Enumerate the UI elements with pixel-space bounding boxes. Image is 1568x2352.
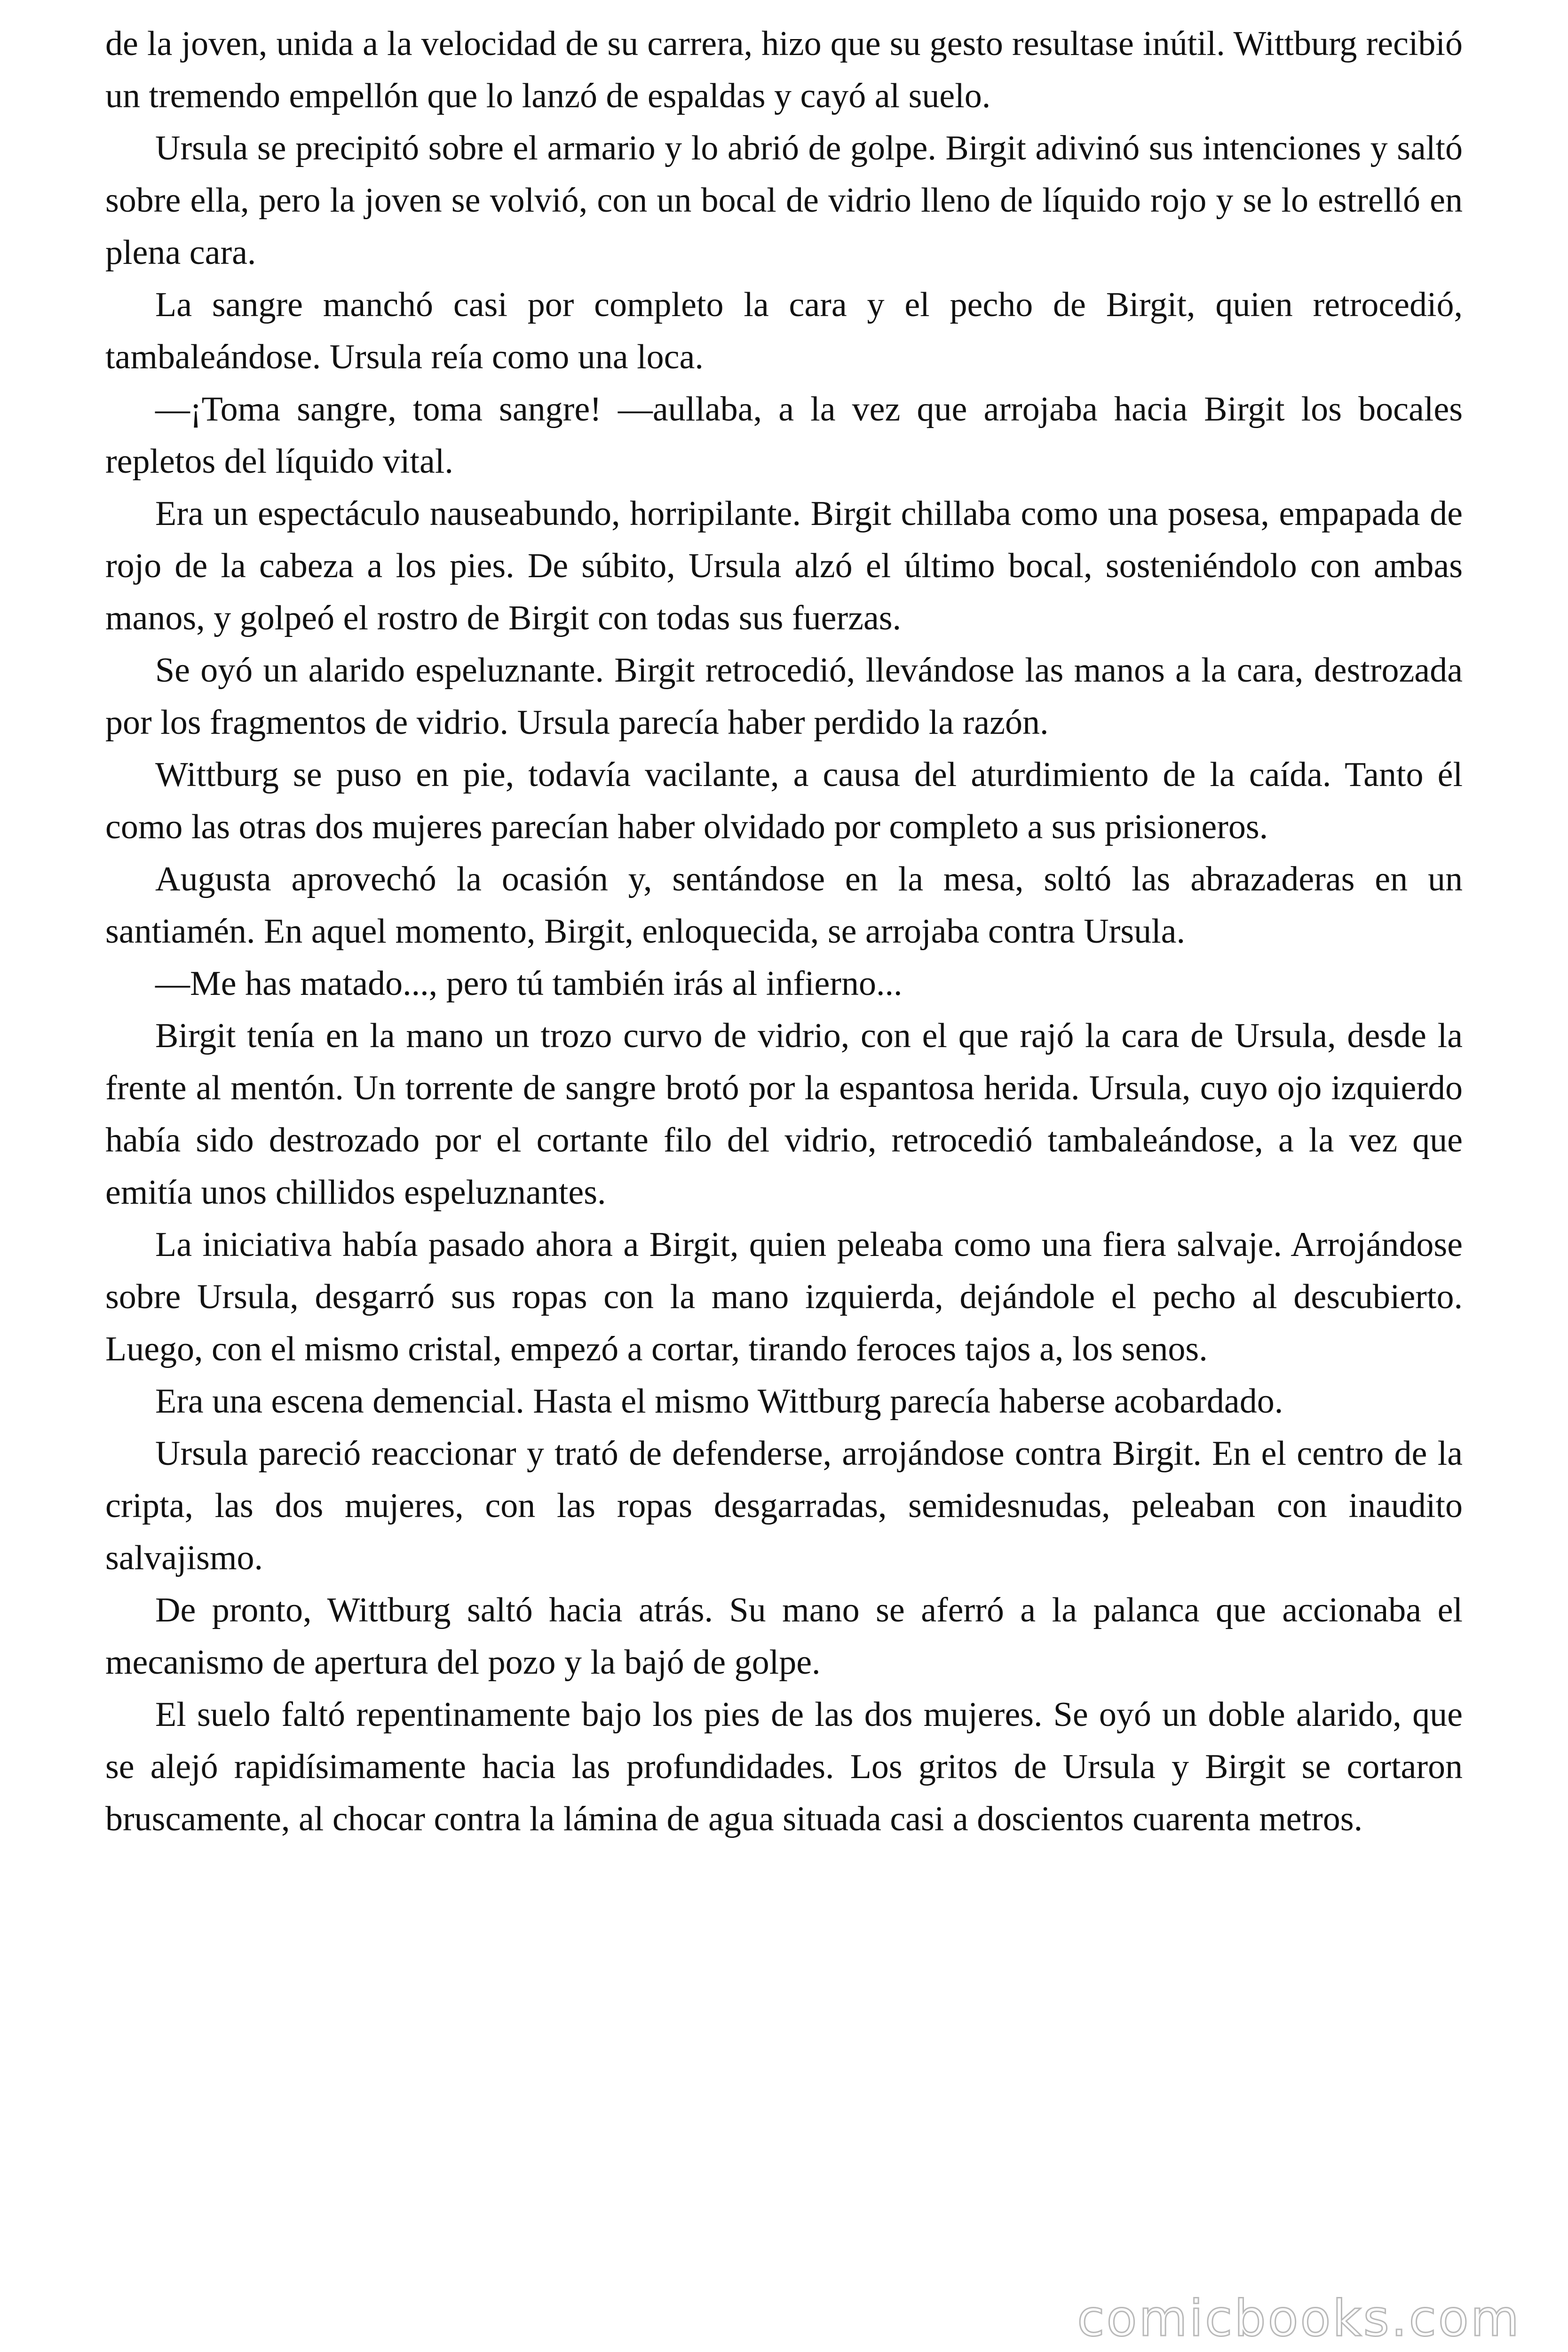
paragraph: Se oyó un alarido espeluznante. Birgit retrocedió, llevándose las manos a la cara, destrozada por los fragmentos de vidrio. Ursula parecía haber perdido la razón. <box>105 651 1463 742</box>
paragraph: Augusta aprovechó la ocasión y, sentándose en la mesa, soltó las abrazaderas en un santiamén. En aquel momento, Birgit, enloquecida, se arrojaba contra Ursula. <box>105 860 1463 951</box>
paragraph: El suelo faltó repentinamente bajo los pies de las dos mujeres. Se oyó un doble alarido, que se alejó rapidísimamente hacia las profundidades. Los gritos de Ursula y Birgit se cortaron bruscamente, al chocar contra la lámina de agua situada casi a doscientos cuarenta metros. <box>105 1695 1463 1838</box>
paragraph: Era una escena demencial. Hasta el mismo Wittburg parecía haberse acobardado. <box>155 1382 1283 1421</box>
paragraph: La sangre manchó casi por completo la cara y el pecho de Birgit, quien retrocedió, tambaleándose. Ursula reía como una loca. <box>105 286 1463 376</box>
dialogue-paragraph: —Me has matado..., pero tú también irás al infierno... <box>155 964 903 1003</box>
watermark-logo: comicbooks.com <box>1077 2289 1521 2347</box>
paragraph-continuation: de la joven, unida a la velocidad de su carrera, hizo que su gesto resultase inútil. Wittburg recibió un tremendo empellón que lo lanzó de espaldas y cayó al suelo. <box>105 24 1463 115</box>
page-body <box>105 18 1463 1845</box>
paragraph: Ursula se precipitó sobre el armario y lo abrió de golpe. Birgit adivinó sus intenciones y saltó sobre ella, pero la joven se volvió, con un bocal de vidrio lleno de líquido rojo y se lo estrelló en plena cara. <box>105 129 1463 272</box>
dialogue-paragraph: —¡Toma sangre, toma sangre! —aullaba, a la vez que arrojaba hacia Birgit los bocales repletos del líquido vital. <box>105 390 1463 481</box>
paragraph: Era un espectáculo nauseabundo, horripilante. Birgit chillaba como una posesa, empapada de rojo de la cabeza a los pies. De súbito, Ursula alzó el último bocal, sosteniéndolo con ambas manos, y golpeó el rostro de Birgit con todas sus fuerzas. <box>105 494 1463 637</box>
paragraph: Ursula pareció reaccionar y trató de defenderse, arrojándose contra Birgit. En el centro de la cripta, las dos mujeres, con las ropas desgarradas, semidesnudas, peleaban con inaudito salvajismo. <box>105 1434 1463 1577</box>
paragraph: Wittburg se puso en pie, todavía vacilante, a causa del aturdimiento de la caída. Tanto él como las otras dos mujeres parecían haber olvidado por completo a sus prisioneros. <box>105 755 1463 846</box>
paragraph: La iniciativa había pasado ahora a Birgit, quien peleaba como una fiera salvaje. Arrojándose sobre Ursula, desgarró sus ropas con la mano izquierda, dejándole el pecho al descubierto. Luego, con el mismo cristal, empezó a cortar, tirando feroces tajos a, los senos. <box>105 1225 1463 1368</box>
paragraph: De pronto, Wittburg saltó hacia atrás. Su mano se aferró a la palanca que accionaba el mecanismo de apertura del pozo y la bajó de golpe. <box>105 1591 1463 1682</box>
paragraph: Birgit tenía en la mano un trozo curvo de vidrio, con el que rajó la cara de Ursula, desde la frente al mentón. Un torrente de sangre brotó por la espantosa herida. Ursula, cuyo ojo izquierdo había sido destrozado por el cortante filo del vidrio, retrocedió tambaleándose, a la vez que emitía unos chillidos espeluznantes. <box>105 1017 1463 1212</box>
